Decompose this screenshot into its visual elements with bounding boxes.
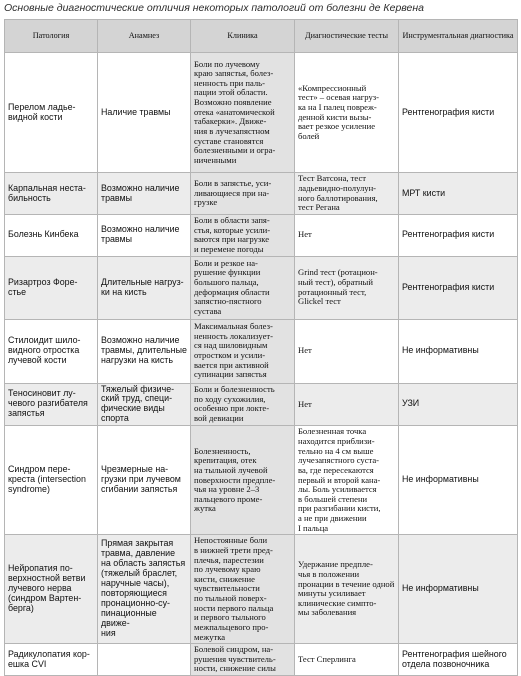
cell-pathology: Нейропатия по- верхностной ветви лучевого нерва (синдром Вартен- берга) [5,535,98,644]
cell-tests: Удержание предпле- чья в положении пронации в течение одной минуты усиливает клинические симпто- мы заболевания [295,535,399,644]
cell-instrumental: Рентгенография кисти [399,215,518,257]
cell-pathology: Болезнь Кинбека [5,215,98,257]
table-caption: Основные диагностические отличия некоторых патологий от болезни де Кервена [4,2,424,14]
cell-pathology: Перелом ладье- видной кости [5,53,98,173]
cell-clinic: Максимальная болез- ненность локализует- ся над шиловидным отростком и усили- вается при активной супинации запястья [191,319,295,383]
cell-anamnesis: Чрезмерные на- грузки при лучевом сгибании запястья [98,426,191,535]
cell-pathology: Синдром пере- креста (intersection syndrome) [5,426,98,535]
cell-anamnesis: Длительные нагруз- ки на кисть [98,256,191,319]
cell-clinic: Боли и болезненность по ходу сухожилия, особенно при локте- вой девиации [191,383,295,426]
table-row [5,426,518,535]
cell-anamnesis: Тяжелый физиче- ский труд, специ- фические виды спорта [98,383,191,426]
cell-tests: Grind тест (ротацион- ный тест), обратный ротационный тест, Glickel тест [295,256,399,319]
cell-instrumental: УЗИ [399,383,518,426]
cell-pathology: Ризартроз Форе- стье [5,256,98,319]
cell-pathology: Теносиновит лу- чевого разгибателя запястья [5,383,98,426]
cell-clinic: Боли в области запя- стья, которые усили- ваются при нагрузке и перемене погоды [191,215,295,257]
cell-tests: Нет [295,215,399,257]
header-pathology: Патология [5,20,98,53]
table-row [5,53,518,173]
cell-instrumental: Не информативны [399,319,518,383]
table-row [5,215,518,257]
cell-clinic: Боли по лучевому краю запястья, болез- ненность при паль- пации этой области. Возможно появление отека «анатомической табакерки». Движе- ния в лучезапястном суставе становятся болезненными и огра- ниченными [191,53,295,173]
cell-tests: Тест Ватсона, тест ладьевидно-полулун- ного баллотирования, тест Регана [295,173,399,215]
cell-tests: Нет [295,319,399,383]
cell-instrumental: Не информативны [399,535,518,644]
cell-instrumental: Рентгенография кисти [399,256,518,319]
cell-anamnesis: Возможно наличие травмы, длительные нагрузки на кисть [98,319,191,383]
cell-anamnesis: Возможно наличие травмы [98,173,191,215]
cell-instrumental: Рентгенография шейного отдела позвоночника [399,644,518,676]
cell-clinic: Болезненность, крепитация, отек на тыльной лучевой поверхности предпле- чья на уровне 2–3 пальцевого проме- жутка [191,426,295,535]
diagnostic-table [4,19,518,676]
cell-tests: Нет [295,383,399,426]
table-body [5,53,518,676]
cell-tests: Болезненная точка находится приблизи- тельно на 4 см выше лучезапястного суста- ва, где пересекаются первый и второй кана- лы. Боль усиливается в большей степени при разгибании кисти, а не при движении I пальца [295,426,399,535]
cell-clinic: Непостоянные боли в нижней трети пред- плечья, парестезии по лучевому краю кисти, снижение чувствительности по тыльной поверх- ности первого пальца и первого тыльного межпальцевого про- межутка [191,535,295,644]
cell-pathology: Радикулопатия кор- ешка CVI [5,644,98,676]
header-tests: Диагностические тесты [295,20,399,53]
header-row [5,20,518,53]
table-row [5,173,518,215]
cell-instrumental: Рентгенография кисти [399,53,518,173]
cell-instrumental: Не информативны [399,426,518,535]
cell-anamnesis: Наличие травмы [98,53,191,173]
cell-tests: Тест Сперлинга [295,644,399,676]
table-row [5,256,518,319]
cell-anamnesis: Возможно наличие травмы [98,215,191,257]
table-row [5,319,518,383]
cell-pathology: Карпальная неста- бильность [5,173,98,215]
table-row [5,535,518,644]
header-instrumental: Инструментальная диагностика [399,20,518,53]
header-anamnesis: Анамнез [98,20,191,53]
cell-tests: «Компрессионный тест» – осевая нагруз- ка на I палец повреж- денной кисти вызы- вает резкое усиление болей [295,53,399,173]
cell-clinic: Боли в запястье, уси- ливающиеся при на- грузке [191,173,295,215]
header-clinic: Клиника [191,20,295,53]
cell-pathology: Стилоидит шило- видного отростка лучевой кости [5,319,98,383]
cell-clinic: Боли и резкое на- рушение функции большого пальца, деформация области запястно-пястного сустава [191,256,295,319]
cell-instrumental: МРТ кисти [399,173,518,215]
cell-anamnesis: Прямая закрытая травма, давление на область запястья (тяжелый браслет, наручные часы), повторяющиеся пронационно-су- пинационные движе- ния [98,535,191,644]
cell-clinic: Болевой синдром, на- рушения чувствитель- ности, снижение силы [191,644,295,676]
table-row [5,383,518,426]
